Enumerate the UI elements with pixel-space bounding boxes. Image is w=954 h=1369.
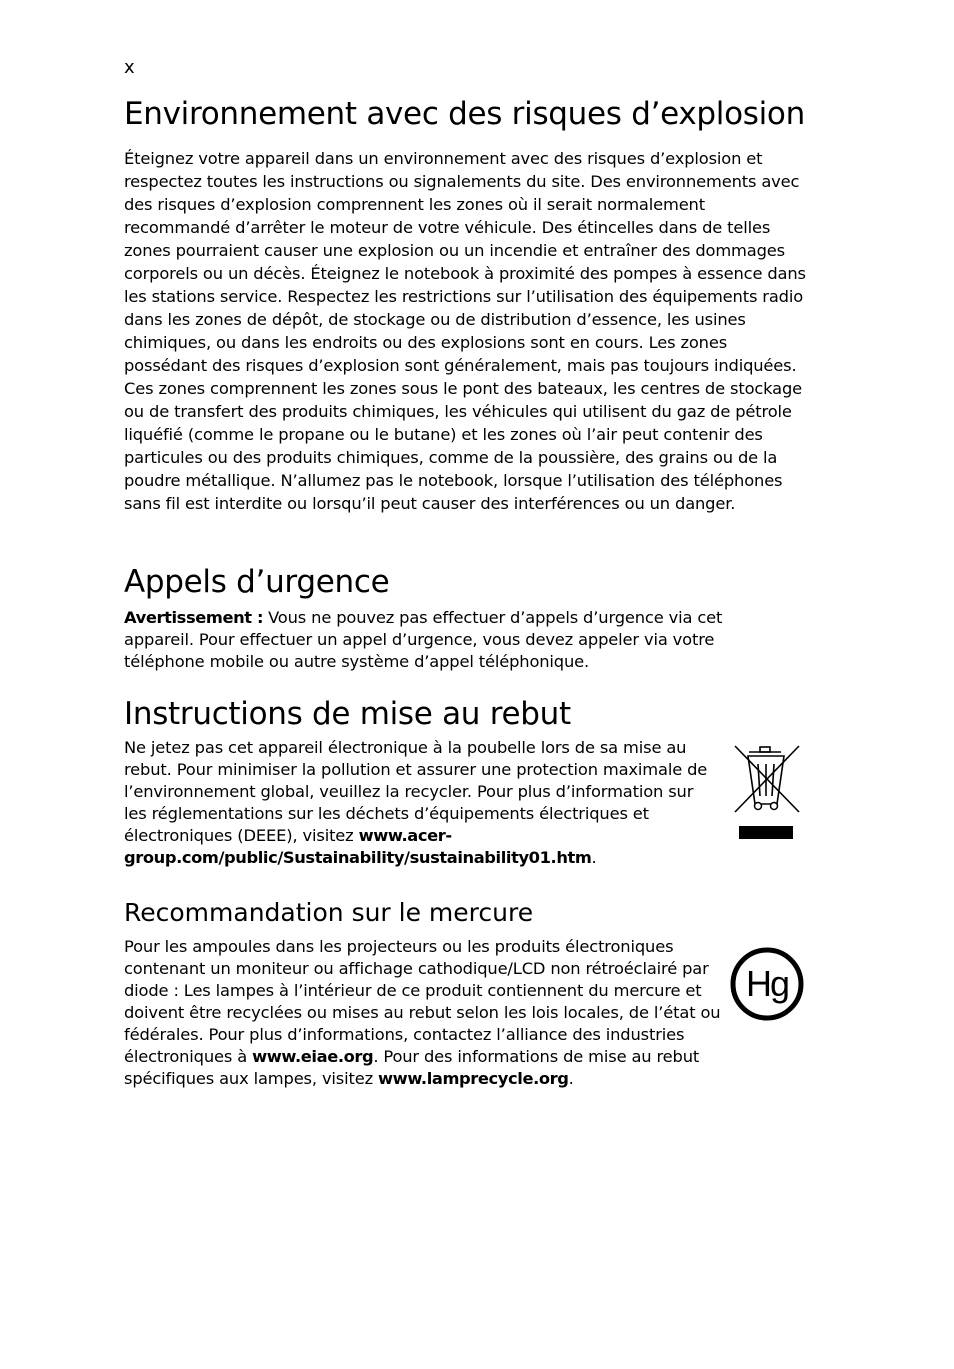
mercury-tail: .: [568, 1069, 574, 1088]
section-body-explosion: Éteignez votre appareil dans un environnement avec des risques d’explosion et respectez toutes les instructions ou signalements du site. Des environnements avec des risques d’explosion comprennent les zones où il serait normalement recommandé d’arrêter le moteur de votre véhicule. Des étincelles dans de telles zones pourraient causer une explosion ou un incendie et entraîner des dommages corporels ou un décès. Éteignez le notebook à proximité des pompes à essence dans les stations service. Respectez les restrictions sur l’utilisation des équipements radio dans les zones de dépôt, de stockage ou de distribution d’essence, les usines chimiques, ou dans les endroits ou des explosions sont en cours. Les zones possédant des risques d’explosion sont généralement, mais pas toujours indiquées. Ces zones comprennent les zones sous le pont des bateaux, les centres de stockage ou de transfert des produits chimiques, les véhicules qui utilisent du gaz de pétrole liquéfié (comme le propane ou le butane) et les zones où l’air peut contenir des particules ou des produits chimiques, comme de la poussière, des grains ou de la poudre métallique. N’allumez pas le notebook, lorsque l’utilisation des téléphones sans fil est interdite ou lorsqu’il peut causer des interférences ou un danger.: [124, 149, 806, 513]
eiae-link[interactable]: www.eiae.org: [252, 1047, 374, 1066]
section-body-mercury: [124, 936, 734, 1090]
mercury-hg-icon: [729, 946, 805, 1022]
warning-label: Avertissement :: [124, 608, 264, 627]
disposal-tail: .: [591, 848, 597, 867]
section-body-disposal: [124, 737, 719, 869]
section-body-emergency: [124, 607, 784, 673]
disposal-link[interactable]: www.acer-group.com/public/Sustainability/sustainability01.htm: [124, 826, 592, 867]
section-title-explosion: Environnement avec des risques d’explosion: [124, 96, 805, 132]
section-title-mercury: Recommandation sur le mercure: [124, 898, 534, 927]
weee-crossed-bin-icon: [733, 744, 801, 842]
mercury-text: Pour les ampoules dans les projecteurs ou les produits électroniques contenant un moniteur ou affichage cathodique/LCD non rétroéclairé par diode : Les lampes à l’intérieur de ce produit contiennent du mercure et doivent être recyclées ou mises au rebut selon les lois locales, de l’état ou fédérales. Pour plus d’informations, contactez l’alliance des industries électroniques à: [124, 937, 721, 1066]
warning-text: Vous ne pouvez pas effectuer d’appels d’urgence via cet appareil. Pour effectuer un appel d’urgence, vous devez appeler via votre téléphone mobile ou autre système d’appel téléphonique.: [124, 608, 723, 671]
section-title-emergency: Appels d’urgence: [124, 564, 390, 600]
lamprecycle-link[interactable]: www.lamprecycle.org: [378, 1069, 569, 1088]
mercury-symbol-text: Hg: [745, 963, 789, 1004]
section-title-disposal: Instructions de mise au rebut: [124, 696, 571, 732]
disposal-text: Ne jetez pas cet appareil électronique à la poubelle lors de sa mise au rebut. Pour minimiser la pollution et assurer une protection maximale de l’environnement global, veuillez la recycler. Pour plus d’information sur les réglementations sur les déchets d’équipements électriques et électroniques (DEEE), visitez: [124, 738, 708, 845]
page-number: x: [124, 57, 135, 78]
mercury-mid-text: . Pour des informations de mise au rebut spécifiques aux lampes, visitez: [124, 1047, 700, 1088]
